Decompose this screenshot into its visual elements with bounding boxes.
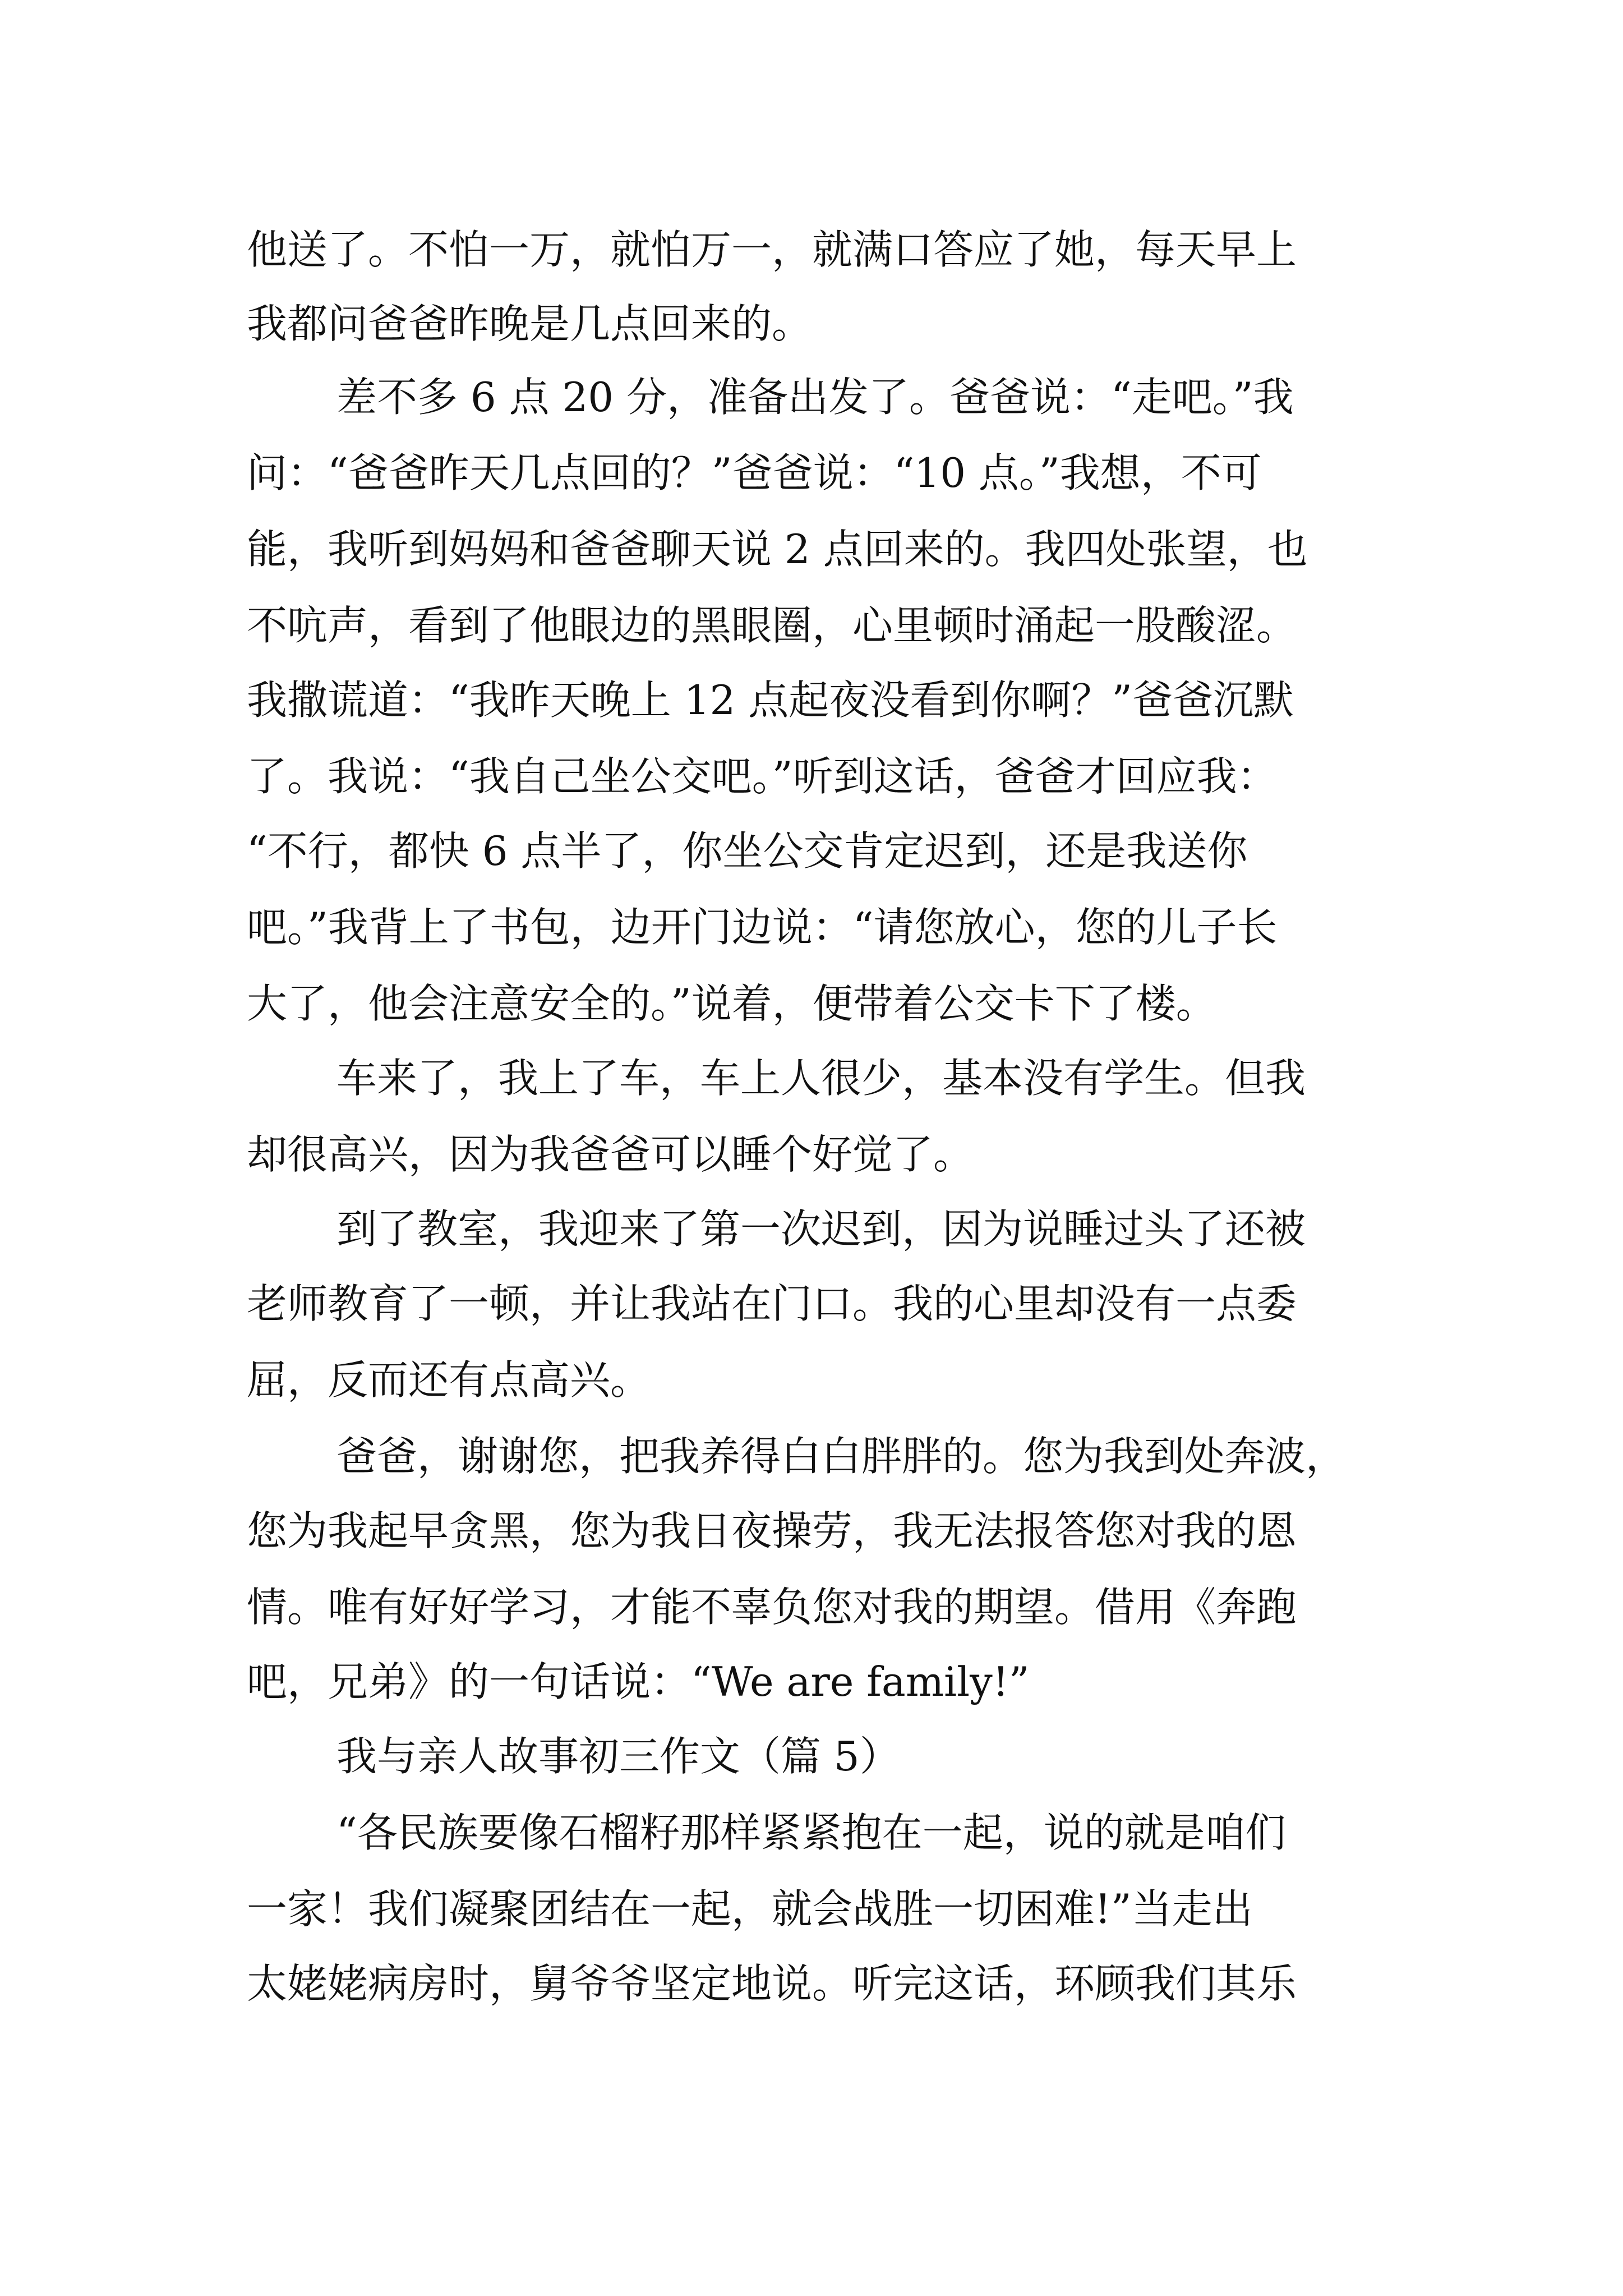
text-line: 问：“爸爸昨天几点回的？”爸爸说：“10 点。”我想，不可 — [247, 449, 1262, 496]
text-line: 到了教室，我迎来了第一次迟到，因为说睡过头了还被 — [336, 1205, 1306, 1253]
text-line: 屈，反而还有点高兴。 — [247, 1356, 651, 1404]
text-line: 却很高兴，因为我爸爸可以睡个好觉了。 — [247, 1131, 974, 1178]
text-line: 了。我说：“我自己坐公交吧。”听到这话，爸爸才回应我： — [247, 753, 1278, 800]
text-line: “不行，都快 6 点半了，你坐公交肯定迟到，还是我送你 — [247, 827, 1248, 875]
text-line: 老师教育了一顿，并让我站在门口。我的心里却没有一点委 — [247, 1280, 1297, 1327]
text-line: 大了，他会注意安全的。”说着，便带着公交卡下了楼。 — [247, 980, 1216, 1027]
text-line: 不吭声，看到了他眼边的黑眼圈，心里顿时涌起一股酸涩。 — [247, 602, 1297, 649]
text-line: 您为我起早贪黑，您为我日夜操劳，我无法报答您对我的恩 — [247, 1507, 1297, 1554]
text-line: 爸爸，谢谢您，把我养得白白胖胖的。您为我到处奔波， — [336, 1433, 1347, 1480]
text-line: 我撒谎道：“我昨天晚上 12 点起夜没看到你啊？”爸爸沉默 — [247, 677, 1294, 724]
text-line: 情。唯有好好学习，才能不辜负您对我的期望。借用《奔跑 — [247, 1584, 1297, 1631]
text-line: 一家！我们凝聚团结在一起，就会战胜一切困难!”当走出 — [247, 1885, 1253, 1932]
section-heading: 我与亲人故事初三作文（篇 5） — [336, 1733, 900, 1780]
text-line: 吧，兄弟》的一句话说：“We are family!” — [247, 1658, 1030, 1705]
text-line: 吧。”我背上了书包，边开门边说：“请您放心，您的儿子长 — [247, 904, 1278, 951]
text-line: “各民族要像石榴籽那样紧紧抱在一起，说的就是咱们 — [336, 1809, 1286, 1856]
text-line: 差不多 6 点 20 分，准备出发了。爸爸说：“走吧。”我 — [336, 374, 1294, 421]
text-line: 他送了。不怕一万，就怕万一，就满口答应了她，每天早上 — [247, 226, 1297, 273]
text-line: 能，我听到妈妈和爸爸聊天说 2 点回来的。我四处张望，也 — [247, 526, 1308, 573]
text-line: 太姥姥病房时，舅爷爷坚定地说。听完这话，环顾我们其乐 — [247, 1960, 1297, 2007]
text-line: 我都问爸爸昨晚是几点回来的。 — [247, 300, 813, 347]
text-line: 车来了，我上了车，车上人很少，基本没有学生。但我 — [336, 1055, 1306, 1102]
